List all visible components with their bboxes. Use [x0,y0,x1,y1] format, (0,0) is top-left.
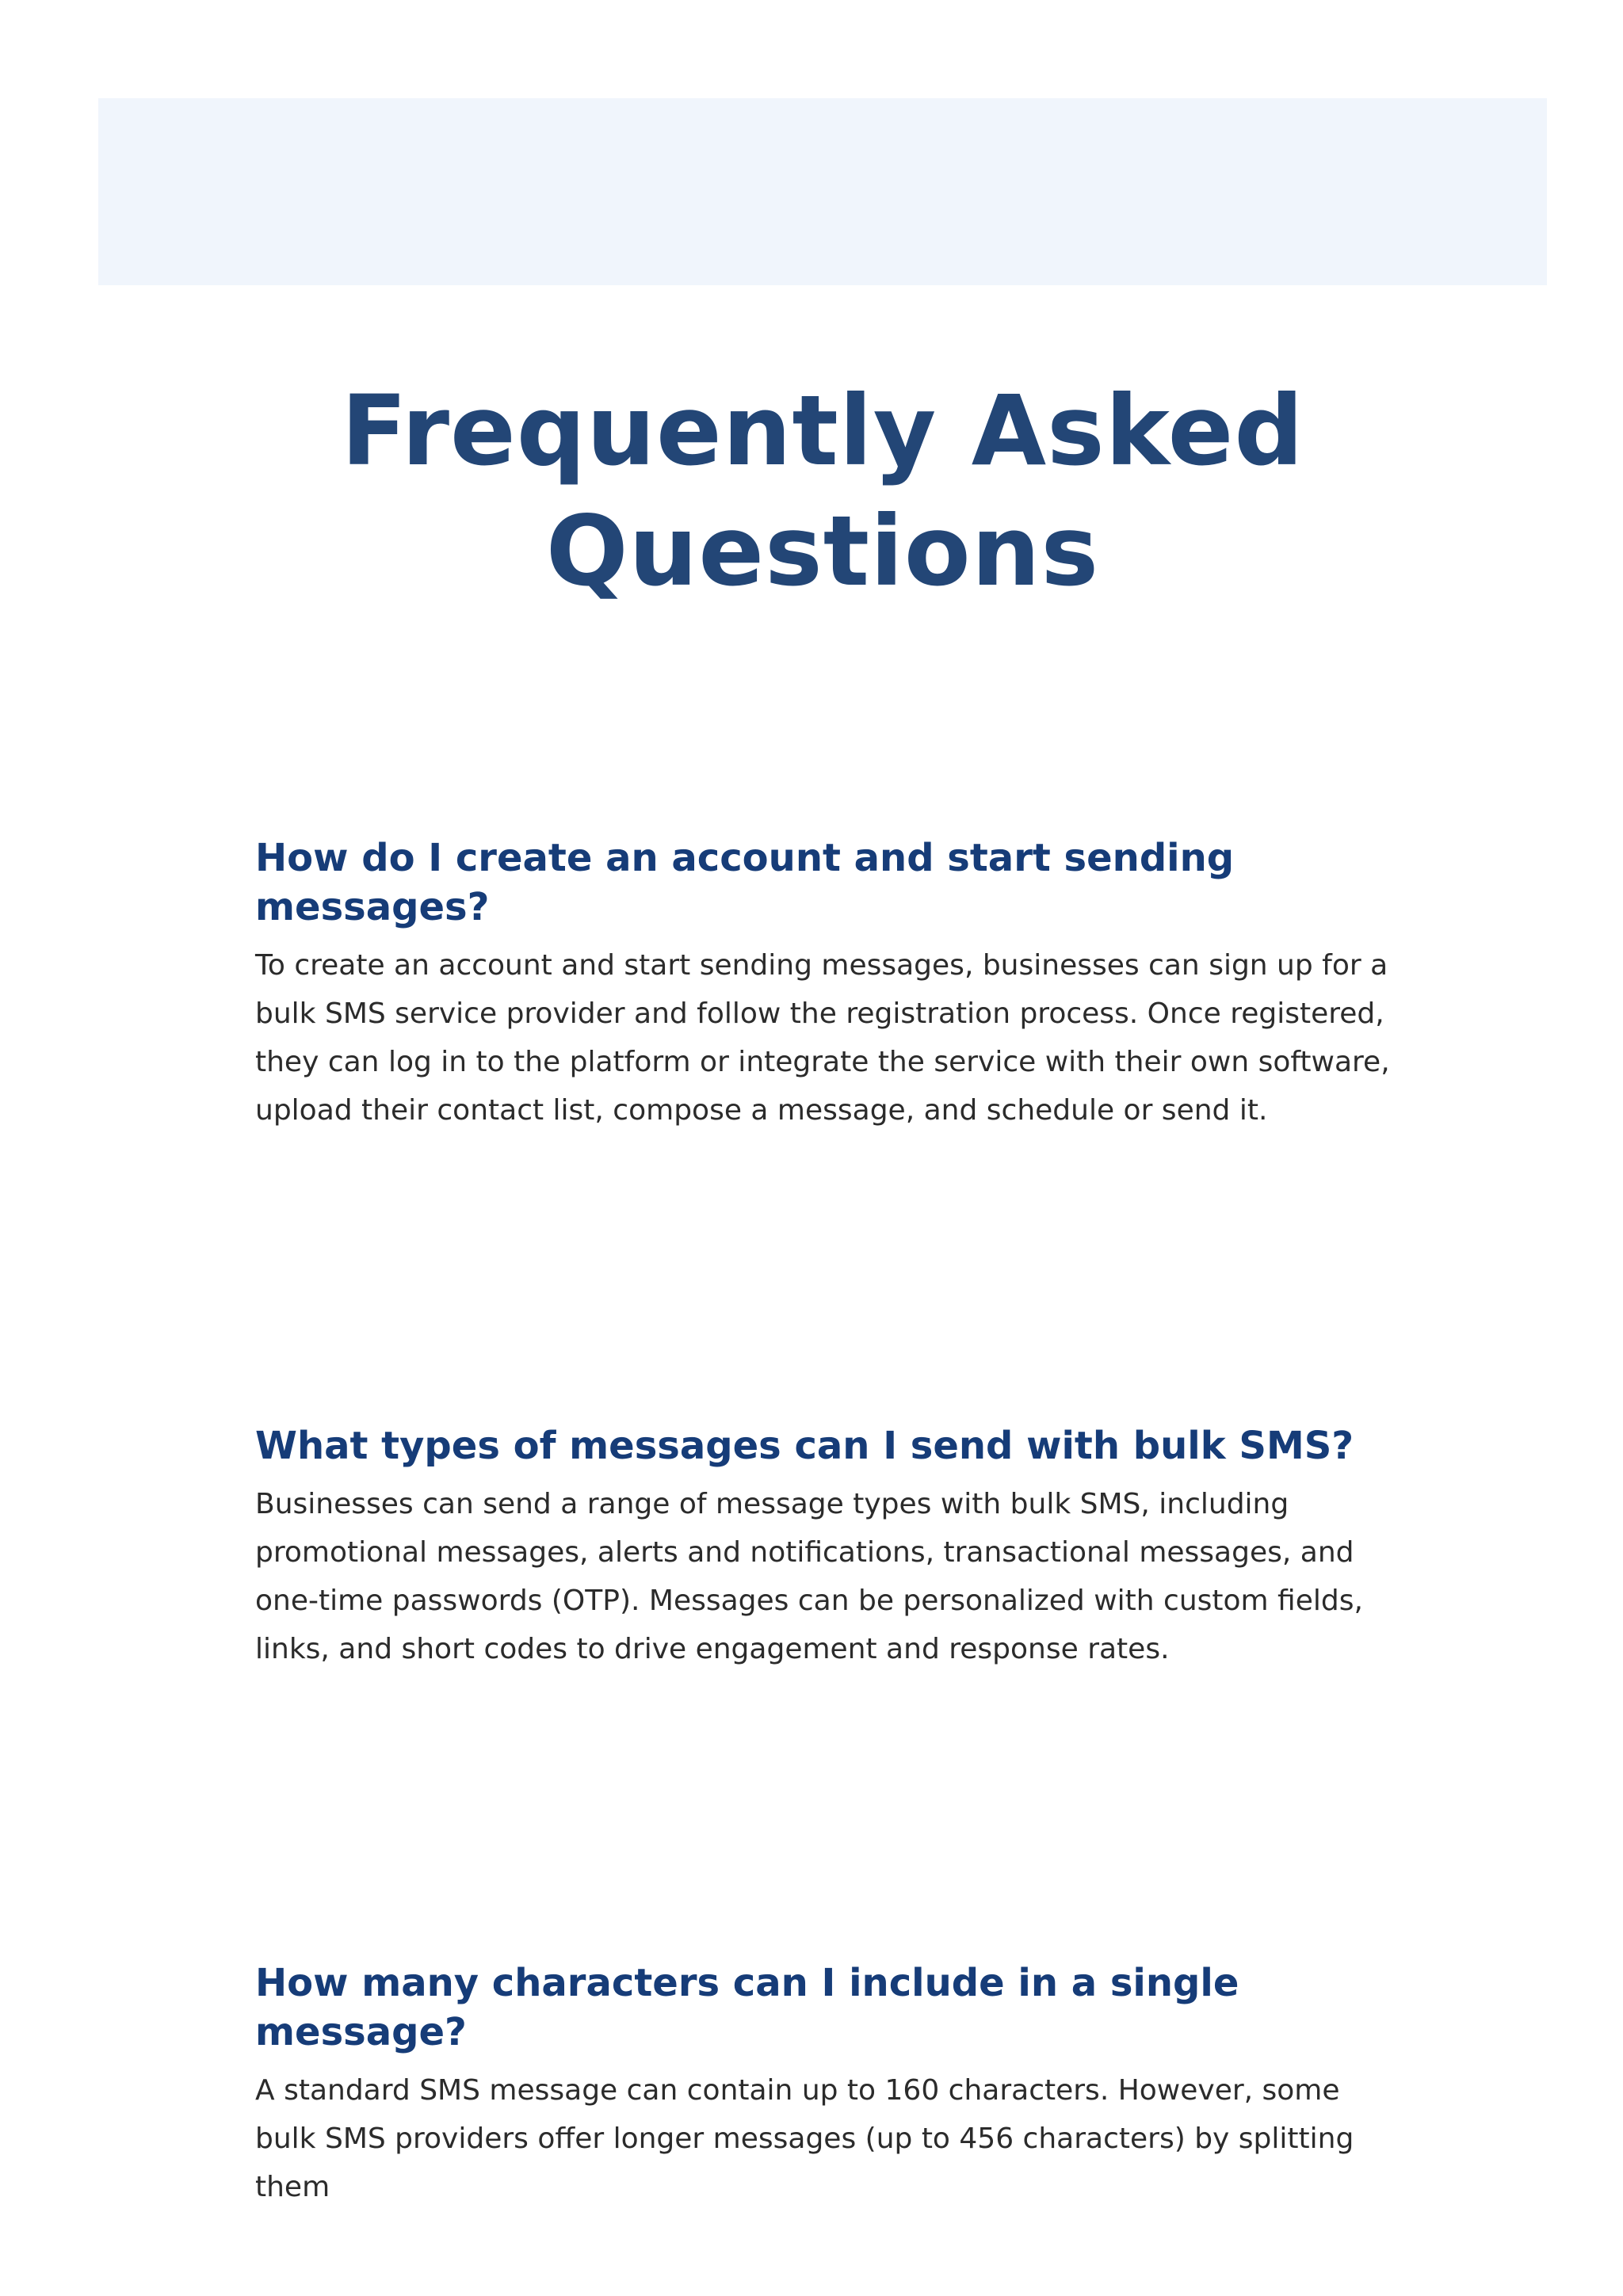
faq-question: How many characters can I include in a single message? [255,1961,1239,2054]
faq-item [255,1958,1396,2211]
faq-item [255,833,1396,1135]
page-title: Frequently Asked Questions [341,375,1304,608]
faq-question: How do I create an account and start sending messages? [255,836,1235,929]
faq-answer: A standard SMS message can contain up to 160 characters. However, some bulk SMS providers offer longer messages (up to 456 characters) by splitting them [255,2074,1354,2203]
faq-answer: To create an account and start sending messages, businesses can sign up for a bulk SMS service provider and follow the registration process. Once registered, they can log in to the platform or integrate the service with their own software, upload their contact list, compose a message, and schedule or send it. [255,949,1390,1127]
header-banner [98,98,1547,285]
faq-question: What types of messages can I send with bulk SMS? [255,1424,1354,1468]
faq-item [255,1421,1396,1673]
faq-answer: Businesses can send a range of message types with bulk SMS, including promotional messages, alerts and notifications, transactional messages, and one-time passwords (OTP). Messages can be personalized with custom fields, links, and short codes to drive engagement and response rates. [255,1488,1363,1665]
